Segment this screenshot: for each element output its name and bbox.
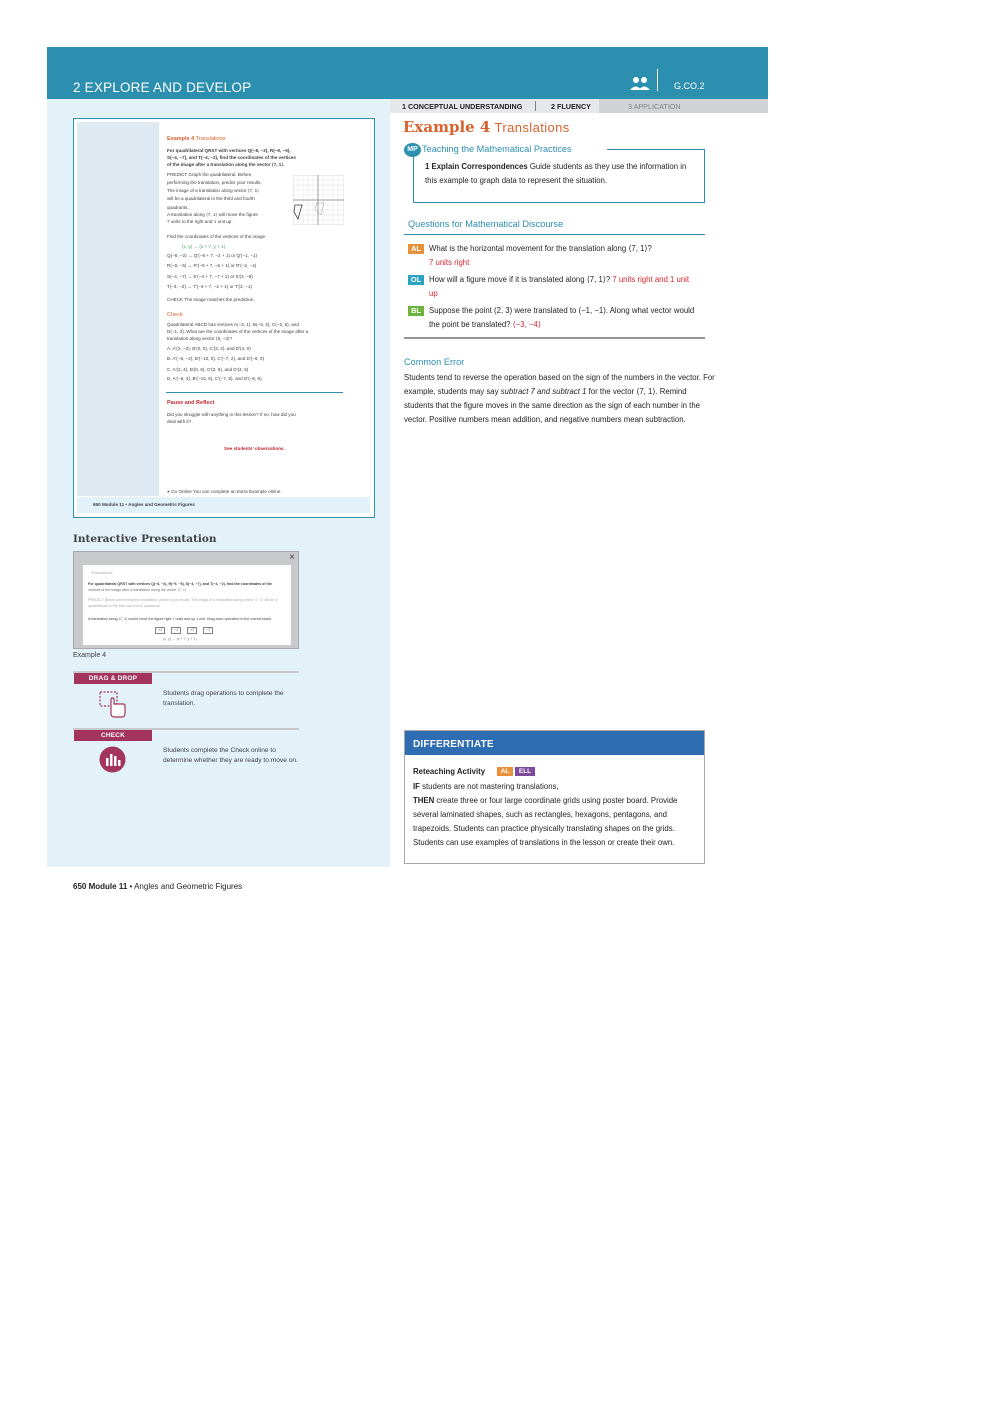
ip-screen-line: vertices of the image after a translation along the vector ⟨7, 1⟩. (88, 588, 188, 592)
sp-predict-line: will be a quadrilateral in the third and fourth (167, 196, 255, 201)
level-3-background (599, 99, 768, 113)
example-title (403, 118, 570, 136)
sp-footer-text: 650 Module 11 • Angles and Geometric Figures (93, 502, 195, 507)
sp-divider (166, 392, 343, 393)
math-practices-icon: MP (404, 143, 421, 157)
sp-footer-band (77, 497, 370, 513)
student-page-margin (77, 122, 159, 496)
sp-pause-line: Did you struggle with anything in this lesson? If so, how did you (167, 412, 296, 417)
sp-check-line: Quadrilateral ABCD has vertices A(−3, 1), B(−5, 3), C(−2, 5), and (167, 322, 299, 327)
go-online-icon: ● (167, 489, 170, 494)
sp-row: R(−9, −5) → R′(−9 + 7, −5 + 1) or R′(−2, −4) (167, 263, 257, 268)
al-badge: AL (497, 767, 513, 776)
ip-screen-title: Translations (91, 570, 113, 575)
sp-example-label: Example 4 Translations (167, 136, 226, 142)
sp-go-online: ● Go Online You can complete an Extra Example online. (167, 489, 282, 494)
common-error-text: Students tend to reverse the operation based on the sign of the numbers in the vector. For example, students may say subtract 7 and subtract 1 for the vector ⟨7, 1⟩. Remind students that the figure moves in the same direction as the sign of each number in the vector. Positive numbers mean addition, and negative numbers mean subtraction. (404, 373, 715, 424)
sp-predict-line: PREDICT Graph the quadrilateral. Before (167, 172, 252, 177)
math-practices-heading: Teaching the Mathematical Practices (422, 144, 572, 154)
sp-observations: See students’ observations. (224, 446, 285, 451)
reteaching-body: IF students are not mastering translations, THEN create three or four large coordinate grids using poster board. Provide several laminated shapes, such as rectangles, hexagons, pentagons, and trapezoids. Students can practice physically translating shapes on the grids. Students can use examples of translations in the lesson or create their own. (413, 782, 678, 847)
drag-drop-description: Students drag operations to complete the translation. (163, 690, 284, 707)
interactive-screen-preview[interactable] (73, 551, 299, 649)
sp-choice: C. A′(2, 4), B′(0, 6), C′(3, 8), and D′(4, 6) (167, 367, 249, 372)
page-footer (73, 882, 242, 891)
sp-predict-line: 7 units to the right and 1 unit up. (167, 219, 233, 224)
discourse-question-al: What is the horizontal movement for the translation along ⟨7, 1⟩? 7 units right (429, 244, 652, 267)
interactive-presentation-title: Interactive Presentation (73, 533, 217, 545)
sp-predict-line: The image of a translation along vector ⟨7, 1⟩ (167, 188, 259, 193)
group-people-icon (630, 75, 650, 91)
check-badge: CHECK (74, 730, 152, 741)
sp-problem-line: For quadrilateral QRST with vertices Q(−8, −2), R(−9, −5), (167, 148, 291, 153)
header-divider (657, 69, 658, 91)
ip-screen-line: PREDICT Before performing the translation, predict your results. The image of a translation along vector ⟨7, 1⟩ will be a (88, 598, 278, 602)
sp-problem-line: S(−4, −7), and T(−4, −2), find the coordinates of the vertices (167, 155, 296, 160)
module-label: Module 11 (88, 882, 128, 891)
example-name: Translations (494, 120, 570, 135)
sp-choice: B. A′(−8, −2), B′(−10, 0), C′(−7, 2), and D′(−6, 0) (167, 356, 265, 361)
sp-find-line: Find the coordinates of the vertices of the image. (167, 234, 267, 239)
sp-check-line: translation along vector ⟨5, −3⟩? (167, 336, 233, 341)
discourse-heading: Questions for Mathematical Discourse (408, 219, 564, 229)
operation-chip[interactable]: +1 (155, 627, 165, 634)
differentiate-box (404, 730, 705, 864)
sp-check-line: D(−1, 3). What are the coordinates of the vertices of the image after a (167, 329, 309, 334)
operation-chip[interactable]: −1 (171, 627, 181, 634)
ip-screen-line: For quadrilateral QRST with vertices Q(−8, −2), R(−9, −5), S(−4, −7), and T(−4, −2), find the coordinates of the (88, 582, 272, 586)
chapter-label: • Angles and Geometric Figures (129, 882, 243, 891)
sp-predict-line: performing the translation, predict your results. (167, 180, 262, 185)
example-label: Example 4 (403, 118, 491, 136)
sp-check-heading: Check (167, 312, 183, 318)
divider (404, 337, 705, 339)
common-error-heading: Common Error (404, 357, 465, 367)
differentiate-heading: DIFFERENTIATE (405, 731, 704, 755)
section-header-band (47, 47, 768, 99)
sp-predict-line: quadrants. (167, 205, 189, 210)
level-bar (390, 99, 768, 113)
sp-problem-line: of the image after a translation along the vector ⟨7, 1⟩. (167, 162, 285, 167)
level-1-label: 1 CONCEPTUAL UNDERSTANDING (402, 102, 523, 111)
sp-rule-line: (x, y) → (x + 7, y + 1) (182, 244, 226, 249)
coordinate-grid-graph (293, 175, 344, 225)
bar-chart-icon (99, 746, 126, 773)
reteaching-title: Reteaching Activity (413, 767, 486, 776)
level-3-label: 3 APPLICATION (628, 102, 681, 111)
sp-pause-line: deal with it? (167, 419, 192, 424)
sp-row: S(−4, −7) → S′(−4 + 7, −7 + 1) or S′(3, −6) (167, 274, 253, 279)
level-divider (535, 101, 536, 111)
student-page-thumbnail (73, 118, 375, 518)
math-practices-text: 1 Explain Correspondences Guide students as they use the information in this example to graph data to represent the situation. (425, 162, 687, 185)
standard-code: G.CO.2 (674, 81, 705, 91)
section-title: 2 EXPLORE AND DEVELOP (73, 80, 252, 95)
discourse-question-ol: How will a figure move if it is translated along ⟨7, 1⟩? 7 units right and 1 unit up (429, 275, 690, 298)
discourse-question-bl: Suppose the point (2, 3) were translated to (−1, −1). Along what vector would the point be translated? ⟨−3, −4⟩ (429, 306, 695, 329)
operation-chip[interactable]: +7 (187, 627, 197, 634)
level-2-label: 2 FLUENCY (551, 102, 591, 111)
check-description: Students complete the Check online to determine whether they are ready to move on. (163, 747, 298, 764)
operation-chip[interactable]: −7 (203, 627, 213, 634)
sp-row: Q(−8, −2) → Q′(−8 + 7, −2 + 1) or Q′(−1, −1) (167, 253, 258, 258)
sp-choice: D. A′(−8, 4), B′(−10, 6), C′(−7, 8), and D′(−6, 6) (167, 376, 262, 381)
close-icon[interactable]: × (289, 552, 295, 563)
sp-check-note: CHECK The image matches the prediction. (167, 297, 255, 302)
interactive-screen-content (83, 565, 291, 645)
divider (404, 234, 705, 235)
al-badge: AL (408, 244, 424, 254)
bl-badge: BL (408, 306, 424, 316)
ip-screen-rule: (x, y) → (x + 7, y + 1) (163, 637, 197, 641)
ip-screen-line: A translation along ⟨7, 1⟩ would move the figure right 7 units and up 1 unit. Drag each operation to the correct blank. (88, 617, 273, 621)
interactive-caption: Example 4 (73, 652, 107, 659)
ell-badge: ELL (515, 767, 535, 776)
ip-screen-line: quadrilateral in the third and fourth quadrants. (88, 604, 161, 608)
sp-predict-line: A translation along ⟨7, 1⟩ will move the figure (167, 212, 258, 217)
hand-drag-icon (98, 690, 128, 718)
sp-choice: A. A′(2, −2), B′(0, 0), C′(3, 2), and D′(4, 0) (167, 346, 251, 351)
drag-drop-badge: DRAG & DROP (74, 673, 152, 684)
page-number: 650 (73, 882, 87, 891)
sp-pause-heading: Pause and Reflect (167, 400, 215, 406)
sp-row: T(−4, −2) → T′(−4 + 7, −2 + 1) or T′(3, −1) (167, 284, 252, 289)
ol-badge: OL (408, 275, 424, 285)
